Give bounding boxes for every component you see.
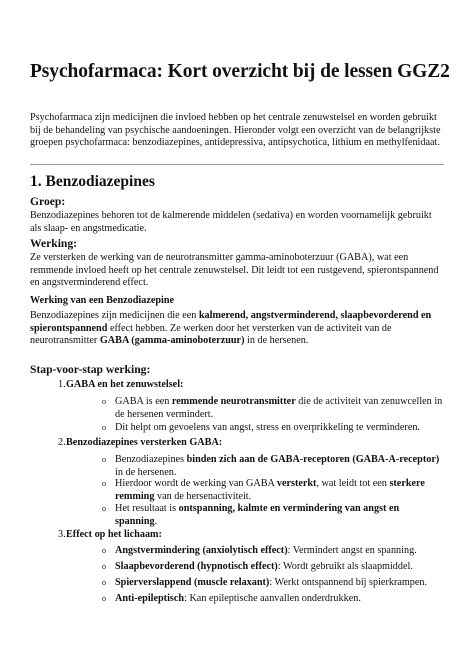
groep-text: Benzodiazepines behoren tot de kalmerende middelen (sedativa) en worden voornamelijk gebruikt als slaap- en angstmedicatie. bbox=[30, 210, 432, 234]
werking-text: Ze versterken de werking van de neurotransmitter gamma-aminoboterzuur (GABA), wat een remmende invloed heeft op het centrale zenuwstelsel. Dit leidt tot een rustgevend, spierontspannend en angstverminderend effect. bbox=[30, 252, 439, 289]
step-number: 2. bbox=[58, 437, 66, 448]
step-label: GABA en het zenuwstelsel: bbox=[66, 379, 184, 390]
bullet-icon: o bbox=[102, 397, 106, 406]
list-item: Angstvermindering (anxiolytisch effect): Vermindert angst en spanning. bbox=[115, 545, 417, 556]
intro-paragraph: Psychofarmaca zijn medicijnen die invloed hebben op het centrale zenuwstelsel en worden gebruikt bij de behandeling van psychische aandoeningen. Hieronder volgt een overzicht van de belangrijkste groepen psychofarmaca: benzodiazepines, antidepressiva, antipsychotica, lithium en methylfenidaat. bbox=[30, 112, 441, 149]
werking-heading: Werking: bbox=[30, 237, 78, 250]
step-label: Benzodiazepines versterken GABA: bbox=[66, 437, 223, 448]
list-item: Het resultaat is ontspanning, kalmte en vermindering van angst en spanning. bbox=[115, 503, 400, 527]
document-title: Psychofarmaca: Kort overzicht bij de lessen GGZ2 bbox=[30, 61, 450, 82]
groep-heading: Groep: bbox=[30, 195, 66, 208]
werking-benzo-text: Benzodiazepines zijn medicijnen die een kalmerend, angstverminderend, slaapbevorderend en spierontspannend effect hebben. Ze werken door het versterken van de activiteit van de neurotransmitter GABA (gamma-aminoboterzuur) in de hersenen. bbox=[30, 310, 432, 347]
werking-benzo-heading: Werking van een Benzodiazepine bbox=[30, 295, 175, 306]
list-item: Dit helpt om gevoelens van angst, stress en overprikkeling te verminderen. bbox=[115, 422, 420, 433]
stap-heading: Stap-voor-stap werking: bbox=[30, 363, 151, 376]
list-item: Anti-epileptisch: Kan epileptische aanvallen onderdrukken. bbox=[115, 593, 361, 604]
list-item: Spierverslappend (muscle relaxant): Werkt ontspannend bij spierkrampen. bbox=[115, 577, 428, 588]
list-item: Hierdoor wordt de werking van GABA versterkt, wat leidt tot een sterkere remming van de hersenactiviteit. bbox=[115, 478, 425, 502]
section-heading-benzodiazepines: 1. Benzodiazepines bbox=[30, 173, 155, 190]
list-item: Benzodiazepines binden zich aan de GABA-receptoren (GABA-A-receptor) in de hersenen. bbox=[115, 454, 440, 478]
bullet-icon: o bbox=[102, 423, 106, 432]
bullet-icon: o bbox=[102, 578, 106, 587]
bullet-icon: o bbox=[102, 504, 106, 513]
bullet-icon: o bbox=[102, 546, 106, 555]
bullet-icon: o bbox=[102, 455, 106, 464]
step-number: 3. bbox=[58, 529, 66, 540]
divider bbox=[30, 164, 444, 165]
bullet-icon: o bbox=[102, 562, 106, 571]
list-item: GABA is een remmende neurotransmitter die de activiteit van zenuwcellen in de hersenen vermindert. bbox=[115, 396, 443, 420]
step-number: 1. bbox=[58, 379, 66, 390]
step-label: Effect op het lichaam: bbox=[66, 529, 162, 540]
bullet-icon: o bbox=[102, 479, 106, 488]
list-item: Slaapbevorderend (hypnotisch effect): Wordt gebruikt als slaapmiddel. bbox=[115, 561, 413, 572]
bullet-icon: o bbox=[102, 594, 106, 603]
